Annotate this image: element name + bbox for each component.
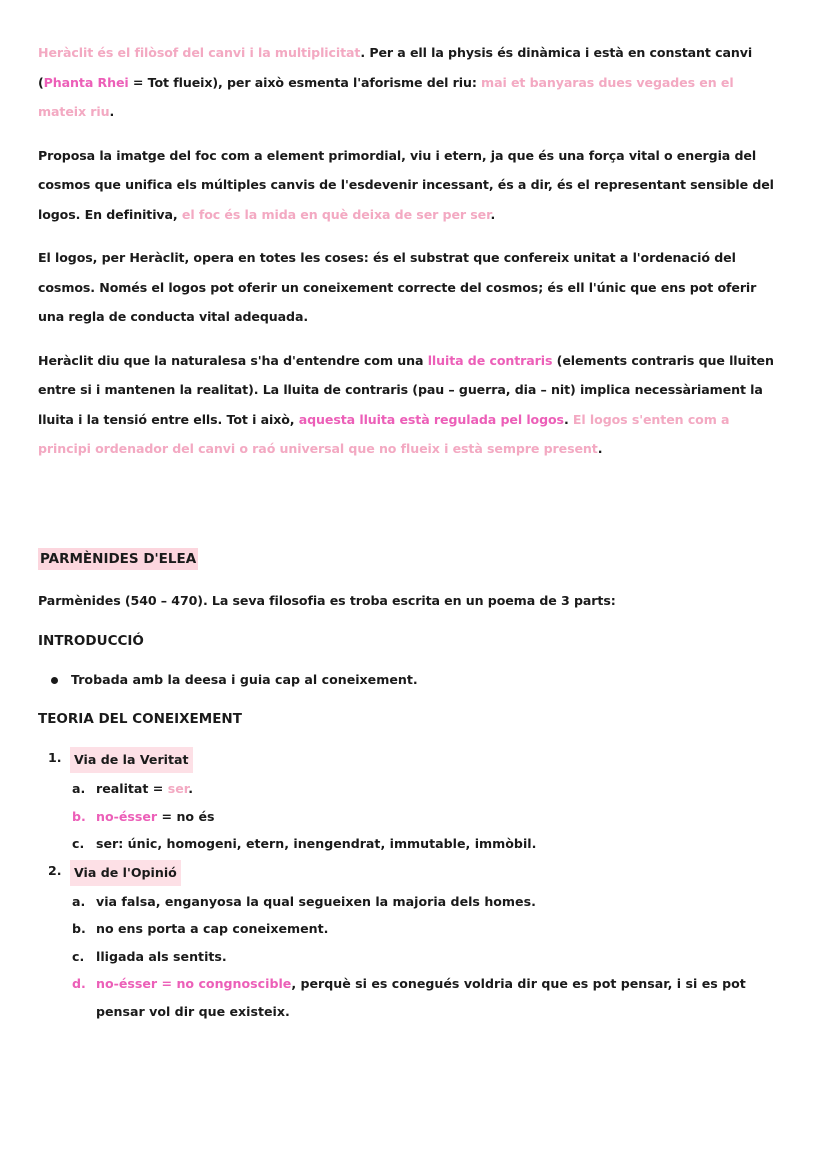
- highlighted-text: Heràclit és el filòsof del canvi i la multiplicitat: [38, 45, 361, 60]
- theory-heading: TEORIA DEL CONEIXEMENT: [38, 711, 242, 727]
- text-run: .: [109, 104, 115, 119]
- paragraph-heraclitus-change: [38, 38, 782, 127]
- list-item: [38, 669, 782, 691]
- text-run: El logos, per Heràclit, opera en totes les coses: és el substrat que confereix unitat a l'ordenació del cosmos. Només el logos pot oferir un coneixement correcte del cosmos; és ell l'únic que ens pot oferir una regla de conducta vital adequada.: [38, 250, 757, 324]
- text-run: . Per a ell la physis és dinàmica i està en constant canvi (: [38, 45, 753, 90]
- item-number: 1.: [48, 750, 62, 765]
- sub-letter: c.: [72, 836, 85, 851]
- sub-text: [96, 809, 215, 824]
- section-title: PARMÈNIDES D'ELEA: [38, 548, 198, 570]
- sub-text: [96, 894, 536, 909]
- sub-item: [70, 970, 782, 1025]
- sub-text: [96, 949, 227, 964]
- text-run: .: [597, 441, 603, 456]
- sublist: [70, 888, 782, 1026]
- highlighted-text: lluita de contraris: [427, 352, 553, 368]
- highlighted-text: mai et banyaras dues vegades en el mateix riu: [38, 74, 734, 119]
- highlighted-text: no-ésser: [96, 808, 158, 824]
- text-run: .: [490, 206, 496, 222]
- item-number: 2.: [48, 862, 62, 878]
- list-item-truth: [38, 747, 782, 858]
- item-title: Via de la Veritat: [70, 747, 193, 773]
- list-item-text: Trobada amb la deesa i guia cap al coneixement.: [71, 672, 418, 687]
- sub-item: [70, 803, 782, 831]
- paragraph-struggle-of-opposites: [38, 346, 782, 464]
- sub-text: [96, 836, 536, 851]
- sub-letter: b.: [72, 921, 86, 936]
- text-run: , perquè si es conegués voldria dir que es pot pensar, i si es pot pensar vol dir que existeix.: [96, 976, 746, 1019]
- highlighted-text: el foc és la mida en què deixa de ser per ser: [181, 206, 491, 222]
- text-run: Proposa la imatge del foc com a element primordial, viu i etern, ja que és una força vital o energia del cosmos que unifica els múltiples canvis de l'esdevenir incessant, és a dir, és el representant sensible del logos. En definitiva,: [38, 147, 774, 222]
- sub-letter: d.: [72, 976, 86, 991]
- sub-item: [70, 943, 782, 971]
- theory-list: [38, 747, 782, 1025]
- sub-letter: b.: [72, 808, 86, 824]
- highlighted-text: no-ésser = no congnoscible: [96, 976, 292, 991]
- sub-letter: c.: [72, 948, 85, 964]
- sub-item: [70, 915, 782, 943]
- text-run: (elements contraris que lluiten entre si i mantenen la realitat). La lluita de contraris (pau – guerra, dia – nit) implica necessàriament la lluita i la tensió entre ells. Tot i això,: [38, 352, 774, 427]
- list-item-opinion: [38, 860, 782, 1026]
- parmenides-section: [38, 478, 782, 1026]
- sub-item: [70, 830, 782, 858]
- highlighted-text: El logos s'enten com a principi ordenador del canvi o raó universal que no flueix i està sempre present: [38, 411, 730, 456]
- bullet-icon: [51, 677, 58, 684]
- introduction-heading: INTRODUCCIÓ: [38, 633, 144, 649]
- section-intro: Parmènides (540 – 470). La seva filosofia es troba escrita en un poema de 3 parts:: [38, 592, 616, 608]
- highlighted-text: aquesta lluita està regulada pel logos: [298, 411, 564, 427]
- heraclitus-section: [38, 38, 782, 464]
- sub-item: [70, 888, 782, 916]
- text-run: no ens porta a cap coneixement.: [96, 921, 329, 936]
- introduction-list: [38, 669, 782, 691]
- sub-letter: a.: [72, 781, 86, 796]
- paragraph-fire-element: [38, 141, 782, 230]
- sublist: [70, 775, 782, 858]
- sub-letter: a.: [72, 893, 86, 909]
- text-run: .: [563, 411, 573, 427]
- text-run: Heràclit diu que la naturalesa s'ha d'entendre com una: [38, 352, 428, 368]
- sub-text: [96, 976, 746, 1019]
- sub-text: [96, 921, 328, 936]
- sub-text: [96, 781, 193, 796]
- text-run: lligada als sentits.: [96, 948, 227, 964]
- highlighted-text: ser: [167, 781, 189, 796]
- text-run: = no és: [157, 808, 215, 824]
- text-run: ser: únic, homogeni, etern, inengendrat, immutable, immòbil.: [96, 836, 537, 851]
- item-title: Via de l'Opinió: [70, 860, 181, 886]
- text-run: realitat =: [96, 781, 168, 796]
- sub-item: [70, 775, 782, 803]
- highlighted-text: Phanta Rhei: [43, 74, 129, 90]
- text-run: .: [188, 781, 193, 796]
- text-run: = Tot flueix), per això esmenta l'aforisme del riu:: [128, 74, 482, 90]
- paragraph-logos: [38, 243, 782, 332]
- text-run: via falsa, enganyosa la qual segueixen la majoria dels homes.: [96, 893, 536, 909]
